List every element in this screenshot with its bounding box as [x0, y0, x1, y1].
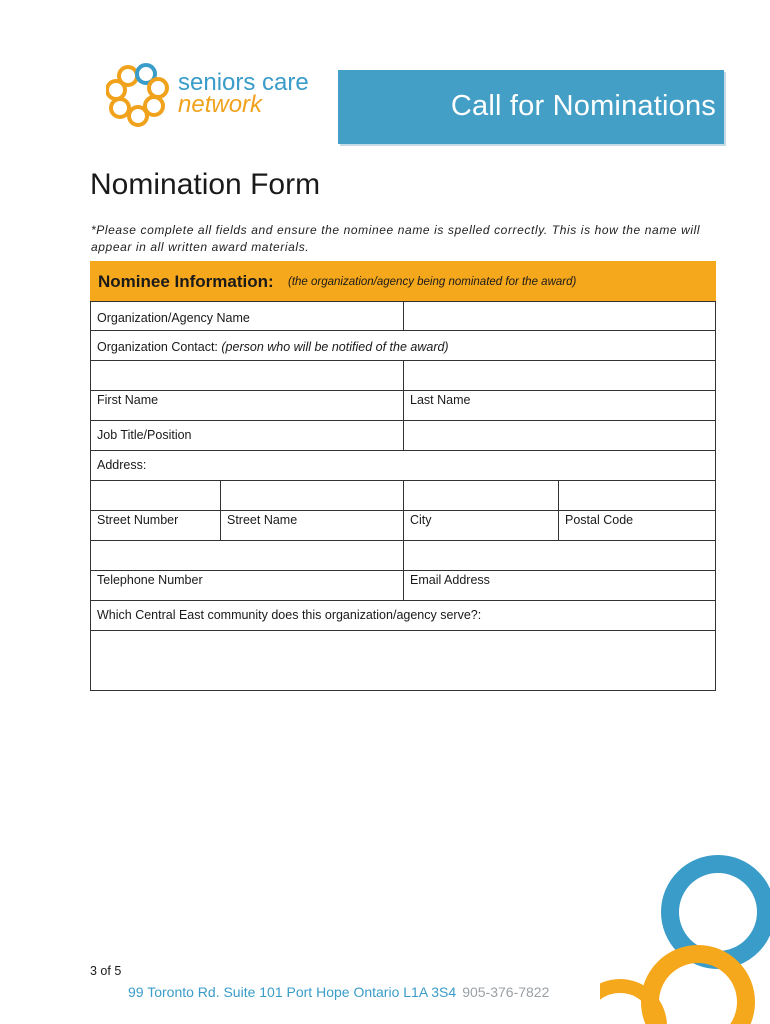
org-name-label: Organization/Agency Name — [97, 311, 250, 325]
telephone-label: Telephone Number — [97, 573, 203, 587]
table-row — [90, 391, 716, 421]
table-row — [90, 331, 716, 361]
job-title-label: Job Title/Position — [97, 428, 192, 442]
org-name-field[interactable] — [403, 302, 716, 330]
banner-title: Call for Nominations — [450, 90, 716, 122]
section-header — [90, 261, 716, 301]
street-number-label: Street Number — [97, 513, 179, 527]
form-instructions: *Please complete all fields and ensure the nominee name is spelled correctly. This is how the name will appear in all written award materials. — [91, 223, 701, 254]
table-row — [90, 421, 716, 451]
email-label-cell — [403, 571, 716, 600]
org-contact-note: (person who will be notified of the award) — [221, 340, 449, 354]
first-name-label: First Name — [97, 393, 159, 407]
job-title-label-cell — [91, 421, 403, 450]
community-label-cell — [91, 601, 715, 630]
logo-text-seniors-care: seniors care — [178, 69, 309, 96]
table-row — [90, 601, 716, 631]
table-row — [90, 541, 716, 571]
address-label-cell — [91, 451, 715, 480]
section-note: (the organization/agency being nominated for the award) — [288, 276, 577, 288]
table-row — [90, 631, 716, 691]
telephone-label-cell — [91, 571, 403, 600]
last-name-field[interactable] — [403, 361, 716, 390]
community-field[interactable] — [91, 631, 715, 690]
table-row — [90, 571, 716, 601]
table-row — [90, 301, 716, 331]
first-name-label-cell — [91, 391, 403, 420]
email-label: Email Address — [410, 573, 490, 587]
table-row — [90, 361, 716, 391]
table-row — [90, 511, 716, 541]
street-number-field[interactable] — [91, 481, 220, 510]
postal-code-field[interactable] — [558, 481, 716, 510]
postal-code-label-cell — [558, 511, 716, 540]
street-name-field[interactable] — [220, 481, 403, 510]
city-label-cell — [403, 511, 558, 540]
job-title-field[interactable] — [403, 421, 716, 450]
form-title: Nomination Form — [90, 168, 321, 201]
street-name-label: Street Name — [227, 513, 298, 527]
org-contact-label: Organization Contact: (person who will be notified of the award) — [97, 340, 449, 354]
table-row — [90, 451, 716, 481]
telephone-field[interactable] — [91, 541, 403, 570]
decorative-rings-icon — [600, 850, 770, 1024]
city-label: City — [410, 513, 432, 527]
street-name-label-cell — [220, 511, 403, 540]
logo-flower-icon — [106, 62, 176, 132]
footer-phone: 905-376-7822 — [462, 984, 550, 1000]
address-label: Address: — [97, 458, 147, 472]
street-number-label-cell — [91, 511, 220, 540]
first-name-field[interactable] — [91, 361, 403, 390]
page-number: 3 of 5 — [90, 964, 122, 978]
email-field[interactable] — [403, 541, 716, 570]
logo-text-network: network — [178, 91, 263, 118]
city-field[interactable] — [403, 481, 558, 510]
org-name-label-cell — [91, 302, 403, 330]
section-title: Nominee Information: — [98, 272, 274, 291]
last-name-label-cell — [403, 391, 716, 420]
community-label: Which Central East community does this organization/agency serve?: — [97, 608, 482, 622]
table-row — [90, 481, 716, 511]
nominee-form-table — [90, 301, 716, 691]
org-contact-label-cell — [91, 331, 715, 360]
postal-code-label: Postal Code — [565, 513, 634, 527]
title-banner — [338, 70, 724, 144]
footer-contact — [128, 984, 549, 1000]
last-name-label: Last Name — [410, 393, 471, 407]
logo — [106, 62, 321, 132]
footer-address: 99 Toronto Rd. Suite 101 Port Hope Ontario L1A 3S4 — [128, 984, 457, 1000]
